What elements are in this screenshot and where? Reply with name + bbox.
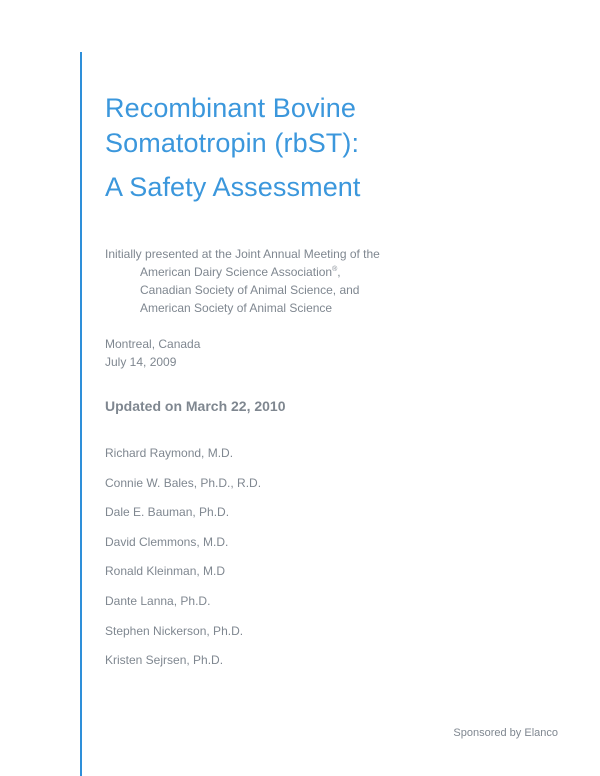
document-title-line-1: Recombinant Bovine xyxy=(105,93,356,123)
organization-adsa xyxy=(105,263,380,281)
registered-mark: ® xyxy=(332,266,338,273)
presentation-intro: Initially presented at the Joint Annual Meeting of the xyxy=(105,247,380,261)
author-name: Ronald Kleinman, M.D xyxy=(105,564,226,579)
meeting-details xyxy=(105,335,200,371)
presentation-note xyxy=(105,245,380,317)
left-accent-rule xyxy=(80,52,82,776)
document-title-line-2: Somatotropin (rbST): xyxy=(105,128,360,158)
author-name: David Clemmons, M.D. xyxy=(105,534,229,549)
organization-adsa-name: American Dairy Science Association xyxy=(140,265,333,279)
author-name: Stephen Nickerson, Ph.D. xyxy=(105,623,244,638)
author-name: Kristen Sejrsen, Ph.D. xyxy=(105,653,224,668)
meeting-date: July 14, 2009 xyxy=(105,355,177,369)
meeting-location: Montreal, Canada xyxy=(105,337,201,351)
document-subtitle: A Safety Assessment xyxy=(105,172,361,202)
organization-adsa-suffix: , xyxy=(337,265,341,279)
updated-date: Updated on March 22, 2010 xyxy=(105,398,286,414)
organization-asas: American Society of Animal Science xyxy=(140,301,333,315)
author-name: Richard Raymond, M.D. xyxy=(105,446,234,460)
author-list xyxy=(105,444,261,681)
author-name: Connie W. Bales, Ph.D., R.D. xyxy=(105,475,262,490)
author-name: Dale E. Bauman, Ph.D. xyxy=(105,505,230,520)
sponsor-credit: Sponsored by Elanco xyxy=(453,727,558,739)
organization-csas: Canadian Society of Animal Science, and xyxy=(140,283,360,297)
author-name: Dante Lanna, Ph.D. xyxy=(105,593,211,608)
